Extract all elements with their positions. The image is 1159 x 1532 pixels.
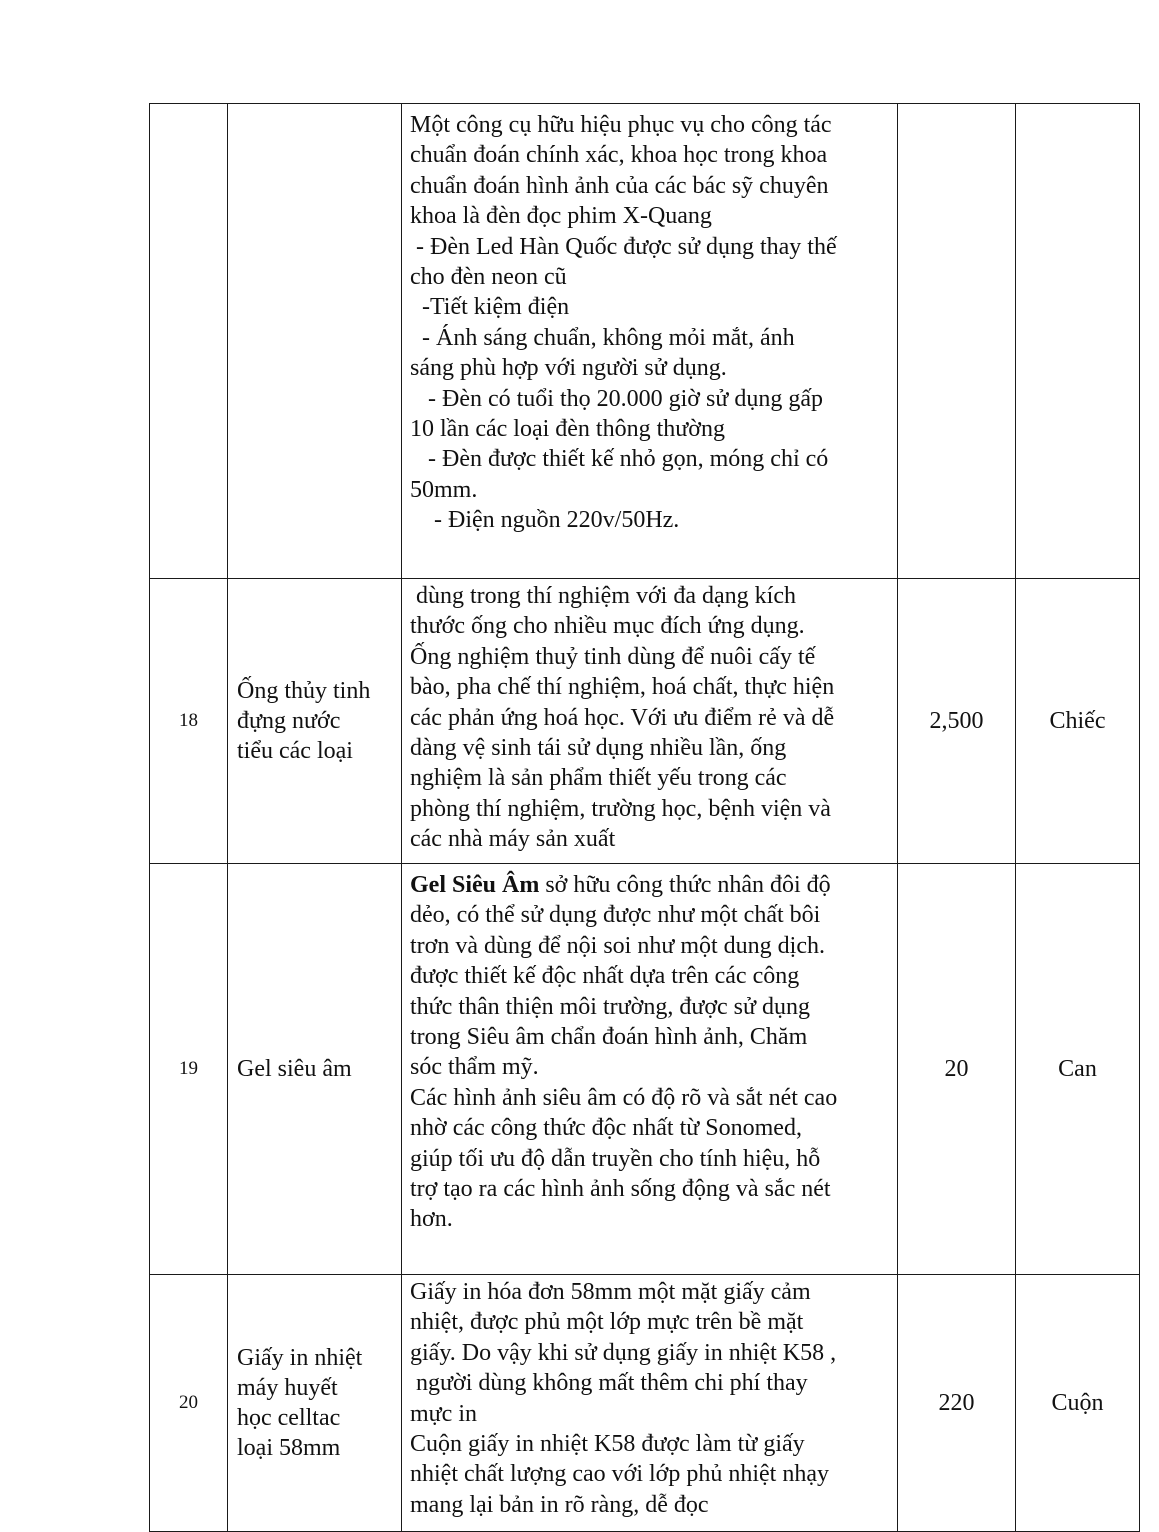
product-name-line: loại 58mm	[237, 1435, 341, 1461]
product-name-line: Ống thủy tinh	[237, 678, 371, 704]
description-line: 50mm.	[410, 476, 478, 503]
description-line: - Điện nguồn 220v/50Hz.	[410, 507, 680, 534]
description-line: nhờ các công thức độc nhất từ Sonomed,	[410, 1115, 802, 1142]
row-number	[150, 104, 228, 579]
description-line: sáng phù hợp với người sử dụng.	[410, 355, 727, 382]
table-row	[150, 1275, 1140, 1532]
description-line: Một công cụ hữu hiệu phục vụ cho công tác	[410, 112, 832, 138]
quantity	[898, 104, 1016, 579]
description-line: trợ tạo ra các hình ảnh sống động và sắc nét	[410, 1176, 831, 1203]
product-description	[402, 1275, 898, 1532]
description-line: người dùng không mất thêm chi phí thay	[410, 1370, 808, 1397]
description-line: được thiết kế độc nhất dựa trên các công	[410, 963, 800, 990]
product-name	[228, 864, 402, 1275]
unit: Can	[1016, 864, 1140, 1275]
unit: Chiếc	[1016, 579, 1140, 864]
description-line: giấy. Do vậy khi sử dụng giấy in nhiệt K58 ,	[410, 1339, 837, 1366]
description-line	[410, 870, 889, 900]
description-line: Ống nghiệm thuỷ tinh dùng để nuôi cấy tế	[410, 643, 816, 670]
quantity: 20	[898, 864, 1016, 1275]
description-line: dùng trong thí nghiệm với đa dạng kích	[410, 583, 796, 609]
description-line: cho đèn neon cũ	[410, 264, 567, 291]
description-line: trơn và dùng để nội soi như một dung dịch.	[410, 932, 825, 959]
product-description	[402, 104, 898, 579]
description-bold-lead: Gel Siêu Âm	[410, 872, 540, 898]
description-line: -Tiết kiệm điện	[410, 294, 570, 321]
table-row	[150, 104, 1140, 579]
description-lead-rest: sở hữu công thức nhân đôi độ	[539, 872, 831, 898]
product-name-line: học celltac	[237, 1405, 341, 1431]
description-line: nghiệm là sản phẩm thiết yếu trong các	[410, 765, 787, 792]
description-line: thước ống cho nhiều mục đích ứng dụng.	[410, 613, 805, 640]
description-line: phòng thí nghiệm, trường học, bệnh viện và	[410, 795, 831, 822]
table-row	[150, 579, 1140, 864]
description-line: 10 lần các loại đèn thông thường	[410, 416, 725, 443]
description-line: - Đèn Led Hàn Quốc được sử dụng thay thế	[410, 233, 837, 260]
product-spec-table	[149, 103, 1140, 1532]
product-description	[402, 864, 898, 1275]
description-line: bào, pha chế thí nghiệm, hoá chất, thực hiện	[410, 674, 835, 701]
product-name-line: Gel siêu âm	[237, 1056, 352, 1082]
description-line: nhiệt, được phủ một lớp mực trên bề mặt	[410, 1309, 804, 1336]
row-number: 20	[150, 1275, 228, 1532]
quantity: 220	[898, 1275, 1016, 1532]
description-line: sóc thẩm mỹ.	[410, 1054, 539, 1081]
description-line: mực in	[410, 1400, 477, 1427]
description-line: dẻo, có thể sử dụng được như một chất bôi	[410, 902, 821, 929]
product-name-line: tiểu các loại	[237, 738, 353, 764]
description-line: hơn.	[410, 1206, 453, 1233]
table-row	[150, 864, 1140, 1275]
description-line: các phản ứng hoá học. Với ưu điểm rẻ và dễ	[410, 704, 835, 731]
description-line: Cuộn giấy in nhiệt K58 được làm từ giấy	[410, 1431, 805, 1458]
description-line: chuẩn đoán chính xác, khoa học trong khoa	[410, 142, 828, 169]
unit: Cuộn	[1016, 1275, 1140, 1532]
description-line: - Ánh sáng chuẩn, không mỏi mắt, ánh	[410, 324, 795, 351]
description-line: mang lại bản in rõ ràng, dễ đọc	[410, 1491, 709, 1518]
description-line: nhiệt chất lượng cao với lớp phủ nhiệt nhạy	[410, 1461, 829, 1488]
product-name	[228, 1275, 402, 1532]
description-line: Các hình ảnh siêu âm có độ rõ và sắt nét cao	[410, 1084, 838, 1111]
product-name-line: Giấy in nhiệt	[237, 1345, 363, 1371]
row-number: 18	[150, 579, 228, 864]
quantity: 2,500	[898, 579, 1016, 864]
description-line: Giấy in hóa đơn 58mm một mặt giấy cảm	[410, 1279, 811, 1305]
product-name	[228, 579, 402, 864]
description-line: dàng vệ sinh tái sử dụng nhiều lần, ống	[410, 735, 787, 762]
product-name-line: máy huyết	[237, 1375, 338, 1401]
description-line: chuẩn đoán hình ảnh của các bác sỹ chuyên	[410, 172, 829, 199]
description-line: giúp tối ưu độ dẫn truyền cho tính hiệu, hỗ	[410, 1145, 821, 1172]
description-line: thức thân thiện môi trường, được sử dụng	[410, 993, 811, 1020]
row-number: 19	[150, 864, 228, 1275]
description-line: - Đèn được thiết kế nhỏ gọn, móng chỉ có	[410, 446, 829, 473]
product-name-line: đựng nước	[237, 708, 341, 734]
product-name	[228, 104, 402, 579]
product-description	[402, 579, 898, 864]
description-line: khoa là đèn đọc phim X-Quang	[410, 203, 712, 230]
description-line: trong Siêu âm chẩn đoán hình ảnh, Chăm	[410, 1024, 808, 1051]
description-line: các nhà máy sản xuất	[410, 826, 616, 853]
description-line: - Đèn có tuổi thọ 20.000 giờ sử dụng gấp	[410, 385, 823, 412]
unit	[1016, 104, 1140, 579]
